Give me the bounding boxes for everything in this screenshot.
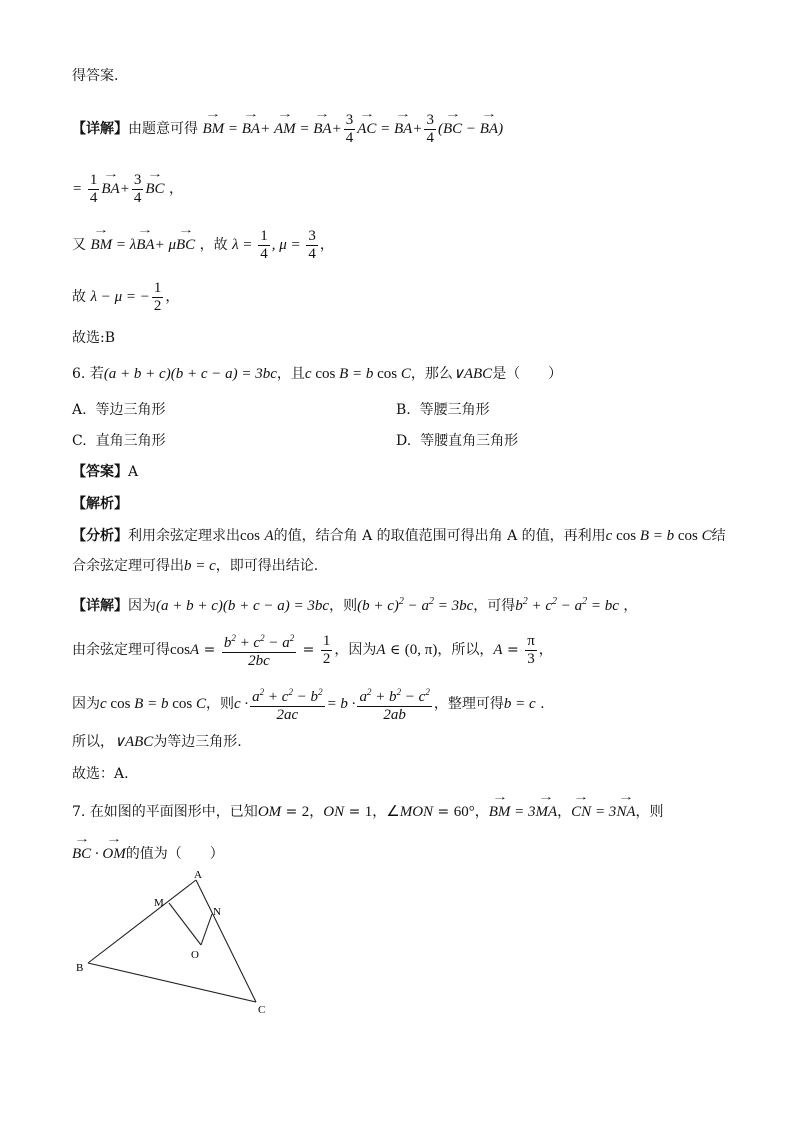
detail-tag: 【详解】 xyxy=(72,120,128,137)
q5-choose: 故选:B xyxy=(72,330,116,346)
side-bc xyxy=(88,963,256,1002)
q5-result-line: 故 λ − μ = − $\frac{1}{2}$ ， xyxy=(72,280,180,314)
detail-text: 由题意可得 xyxy=(128,120,198,137)
q6-stem-tail: 是（ ） xyxy=(492,366,563,382)
label-c: C xyxy=(258,1004,266,1016)
q5-equation-2: = $\frac{1}{4}$ → BA+ $\frac{3}{4}$ → BC ， xyxy=(72,172,183,207)
intro-tail: 得答案. xyxy=(72,68,119,84)
segment-on xyxy=(201,914,212,945)
label-b: B xyxy=(76,962,84,974)
q6-option-a: A. 等边三角形 xyxy=(72,402,166,418)
q6-stem-end: ，那么 xyxy=(410,366,453,382)
q6-answer: 【答案】A xyxy=(72,464,139,480)
label-o: O xyxy=(191,949,199,961)
q6-detail-4: 所以，∨ABC为等边三角形. xyxy=(72,734,242,750)
q6-stem-prefix: 若 xyxy=(89,366,104,382)
q6-option-b: B. 等腰三角形 xyxy=(396,402,490,418)
q7-stem-2: → BC · → OM的值为（ ） xyxy=(72,844,224,864)
q6-stem-mid: ，且 xyxy=(276,366,305,382)
so-label-2: 故 xyxy=(72,288,86,305)
q7-figure xyxy=(60,860,290,1030)
label-a: A xyxy=(194,869,202,881)
so-label: 故 xyxy=(213,236,228,253)
q5-equation-1: → BM = → BA+ → AM = → BA+ $\frac{3}{4}$ → AC = → BA+ $\frac{3}{4}$ (→ BC − → BA) xyxy=(202,121,503,137)
side-ac xyxy=(196,880,256,1002)
q7-stem: 7. 在如图的平面图形中，已知OM = 2，ON = 1，∠MON = 60°，→ BM = 3→ MA，→ CN = 3→ NA，则 xyxy=(72,802,663,822)
q6-choose: 故选：A. xyxy=(72,766,129,782)
q6-fenxi-2: 合余弦定理可得出b = c，即可得出结论. xyxy=(72,558,319,574)
segment-om xyxy=(169,903,201,945)
q5-detail-line1 xyxy=(72,112,503,147)
q6-detail-1: 【详解】因为(a + b + c)(b + c − a) = 3bc，则$(b + c)^2 - a^2 = 3bc$，可得$b^2 + c^2 - a^2$ = bc ， xyxy=(72,596,638,614)
q6-number: 6. xyxy=(72,366,86,382)
q6-fenxi-1: 【分析】利用余弦定理求出cos A的值，结合角 A 的取值范围可得出角 A 的值，再利用c cos B = b cos C结 xyxy=(72,528,726,544)
again-label: 又 xyxy=(72,236,86,253)
q6-stem: 6. 若(a + b + c)(b + c − a) = 3bc，且c cos B = b cos C，那么∨ABC是（ ） xyxy=(72,366,563,382)
q6-option-c: C. 直角三角形 xyxy=(72,433,166,449)
q6-option-d: D. 等腰直角三角形 xyxy=(396,433,519,449)
q5-again-line: 又 → BM = λ→ BA+ μ→ BC ，故 λ = $\frac{1}{4}$ , μ = $\frac{3}{4}$ ， xyxy=(72,228,334,263)
label-n: N xyxy=(213,906,221,918)
q6-analysis-tag: 【解析】 xyxy=(72,496,128,512)
label-m: M xyxy=(154,897,164,909)
q6-detail-2: 由余弦定理可得cosA = $\frac{b^2 + c^2 - a^2}{2bc}$ = $\frac{1}{2}$ ，因为A ∈ (0, π)，所以，A = $\frac{\pi}{3}$ ， xyxy=(72,630,553,670)
q6-detail-3: 因为c cos B = b cos C，则c · $\frac{a^2 + c^2 - b^2}{2ac}$ = b · $\frac{a^2 + b^2 - c^2}{2ab}$ ，整理可得b = c . xyxy=(72,684,545,724)
side-ba xyxy=(88,880,196,963)
